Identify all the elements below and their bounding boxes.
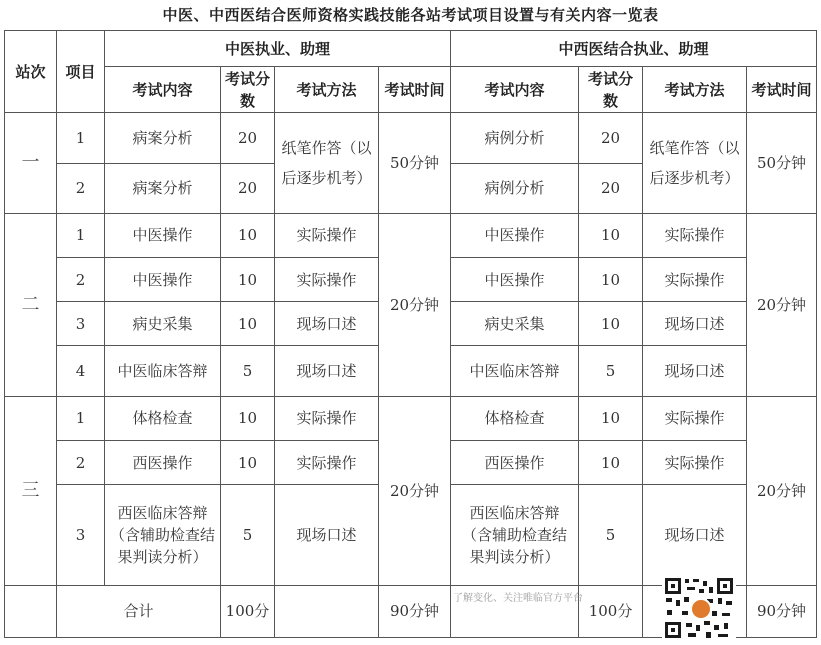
tcm-method: 纸笔作答（以后逐步机考） <box>275 113 379 213</box>
int-content: 西医操作 <box>451 440 579 484</box>
tcm-content: 病案分析 <box>105 163 221 213</box>
tcm-score: 10 <box>221 396 275 440</box>
total-int-score: 100分 <box>579 585 643 637</box>
int-content: 中医操作 <box>451 258 579 302</box>
item-no: 4 <box>57 346 105 396</box>
tcm-method: 实际操作 <box>275 440 379 484</box>
int-method: 现场口述 <box>643 302 747 346</box>
station-2-label: 二 <box>5 213 57 396</box>
header-tcm-content: 考试内容 <box>105 67 221 113</box>
total-int-content <box>451 585 584 637</box>
tcm-score: 10 <box>221 440 275 484</box>
int-time: 20分钟 <box>747 396 817 585</box>
int-time: 50分钟 <box>747 113 817 213</box>
int-time: 20分钟 <box>747 213 817 396</box>
tcm-time: 50分钟 <box>379 113 451 213</box>
tcm-time: 20分钟 <box>379 396 451 585</box>
int-score: 10 <box>579 440 643 484</box>
int-score: 20 <box>579 163 643 213</box>
header-group-tcm: 中医执业、助理 <box>105 31 451 67</box>
int-method: 现场口述 <box>643 485 747 585</box>
tcm-content: 体格检查 <box>105 396 221 440</box>
int-method: 实际操作 <box>643 440 747 484</box>
tcm-content: 西医临床答辩（含辅助检查结果判读分析） <box>105 485 221 585</box>
int-content: 中医临床答辩 <box>451 346 579 396</box>
tcm-score: 10 <box>221 302 275 346</box>
int-method: 纸笔作答（以后逐步机考） <box>643 113 747 213</box>
item-no: 3 <box>57 485 105 585</box>
tcm-method: 实际操作 <box>275 258 379 302</box>
watermark-text: 了解变化、关注唯临官方平台 <box>453 592 584 604</box>
header-tcm-time: 考试时间 <box>379 67 451 113</box>
tcm-content: 中医临床答辩 <box>105 346 221 396</box>
table-row <box>5 213 817 257</box>
int-content: 病例分析 <box>451 163 579 213</box>
int-content: 中医操作 <box>451 213 579 257</box>
header-tcm-method: 考试方法 <box>275 67 379 113</box>
int-score: 5 <box>579 485 643 585</box>
tcm-method: 现场口述 <box>275 302 379 346</box>
int-method: 现场口述 <box>643 346 747 396</box>
header-item: 项目 <box>57 31 105 113</box>
header-int-time: 考试时间 <box>747 67 817 113</box>
tcm-score: 20 <box>221 113 275 163</box>
item-no: 1 <box>57 213 105 257</box>
total-empty <box>5 585 57 637</box>
total-tcm-score: 100分 <box>221 585 275 637</box>
item-no: 3 <box>57 302 105 346</box>
item-no: 2 <box>57 258 105 302</box>
qr-logo-icon <box>690 598 712 620</box>
int-score: 10 <box>579 258 643 302</box>
header-station: 站次 <box>5 31 57 113</box>
tcm-content: 中医操作 <box>105 213 221 257</box>
tcm-content: 中医操作 <box>105 258 221 302</box>
int-score: 20 <box>579 113 643 163</box>
int-score: 10 <box>579 213 643 257</box>
tcm-method: 现场口述 <box>275 485 379 585</box>
station-3-label: 三 <box>5 396 57 585</box>
total-label: 合计 <box>57 585 221 637</box>
tcm-content: 病史采集 <box>105 302 221 346</box>
int-content: 西医临床答辩（含辅助检查结果判读分析） <box>451 485 579 585</box>
total-int-time: 90分钟 <box>747 585 817 637</box>
item-no: 2 <box>57 163 105 213</box>
tcm-score: 10 <box>221 213 275 257</box>
int-content: 病史采集 <box>451 302 579 346</box>
item-no: 1 <box>57 113 105 163</box>
tcm-method: 实际操作 <box>275 213 379 257</box>
header-tcm-score: 考试分数 <box>221 67 275 113</box>
table-title: 中医、中西医结合医师资格实践技能各站考试项目设置与有关内容一览表 <box>162 6 659 24</box>
tcm-content: 西医操作 <box>105 440 221 484</box>
item-no: 1 <box>57 396 105 440</box>
item-no: 2 <box>57 440 105 484</box>
total-empty-method <box>275 585 379 637</box>
int-method: 实际操作 <box>643 213 747 257</box>
int-method: 实际操作 <box>643 258 747 302</box>
int-content: 体格检查 <box>451 396 579 440</box>
int-score: 5 <box>579 346 643 396</box>
tcm-score: 5 <box>221 485 275 585</box>
tcm-content: 病案分析 <box>105 113 221 163</box>
total-tcm-time: 90分钟 <box>379 585 451 637</box>
tcm-score: 20 <box>221 163 275 213</box>
station-1-label: 一 <box>5 113 57 213</box>
exam-table <box>4 30 817 638</box>
header-int-content: 考试内容 <box>451 67 579 113</box>
tcm-method: 现场口述 <box>275 346 379 396</box>
tcm-score: 10 <box>221 258 275 302</box>
int-content: 病例分析 <box>451 113 579 163</box>
int-score: 10 <box>579 396 643 440</box>
header-int-score: 考试分数 <box>579 67 643 113</box>
int-method: 实际操作 <box>643 396 747 440</box>
tcm-score: 5 <box>221 346 275 396</box>
table-row <box>5 113 817 163</box>
int-score: 10 <box>579 302 643 346</box>
table-row <box>5 396 817 440</box>
tcm-time: 20分钟 <box>379 213 451 396</box>
header-int-method: 考试方法 <box>643 67 747 113</box>
tcm-method: 实际操作 <box>275 396 379 440</box>
header-group-integrated: 中西医结合执业、助理 <box>451 31 817 67</box>
